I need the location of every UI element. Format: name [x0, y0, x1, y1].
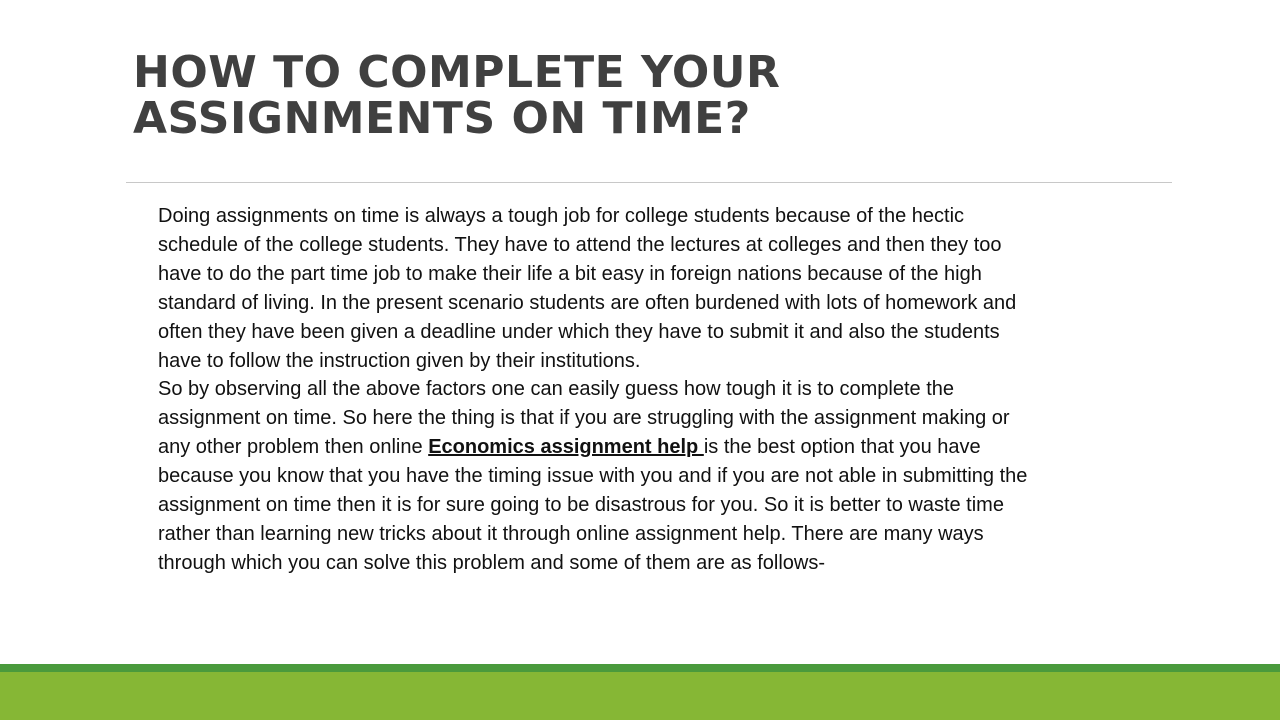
title-divider: [126, 182, 1172, 183]
slide-title: [133, 47, 1133, 144]
body-line: have to follow the instruction given by their institutions.: [158, 349, 641, 372]
body-line-with-link: [158, 433, 1158, 462]
economics-assignment-help-link[interactable]: Economics assignment help: [428, 436, 704, 459]
body-line: assignment on time. So here the thing is that if you are struggling with the assignment making or: [158, 407, 1010, 430]
body-line: rather than learning new tricks about it through online assignment help. There are many ways: [158, 522, 984, 545]
footer-band-dark: [0, 664, 1280, 672]
body-line: assignment on time then it is for sure going to be disastrous for you. So it is better to waste time: [158, 494, 1004, 517]
body-text: [158, 202, 1158, 578]
body-line: schedule of the college students. They have to attend the lectures at colleges and then they too: [158, 233, 1002, 256]
body-line: through which you can solve this problem and some of them are as follows-: [158, 551, 826, 574]
body-line: have to do the part time job to make their life a bit easy in foreign nations because of the high: [158, 262, 982, 285]
body-line: because you know that you have the timing issue with you and if you are not able in submitting the: [158, 465, 1028, 488]
body-line: standard of living. In the present scenario students are often burdened with lots of homework and: [158, 291, 1017, 314]
slide-title-line-1: HOW TO COMPLETE YOUR: [133, 47, 781, 98]
footer-band-light: [0, 672, 1280, 720]
slide-title-line-2: ASSIGNMENTS ON TIME?: [133, 93, 751, 144]
link-line-before: any other problem then online: [158, 436, 429, 459]
body-line: So by observing all the above factors one can easily guess how tough it is to complete the: [158, 378, 955, 401]
body-line: often they have been given a deadline under which they have to submit it and also the students: [158, 320, 1000, 343]
link-line-after: is the best option that you have: [703, 436, 981, 459]
body-line: Doing assignments on time is always a tough job for college students because of the hectic: [158, 205, 965, 227]
